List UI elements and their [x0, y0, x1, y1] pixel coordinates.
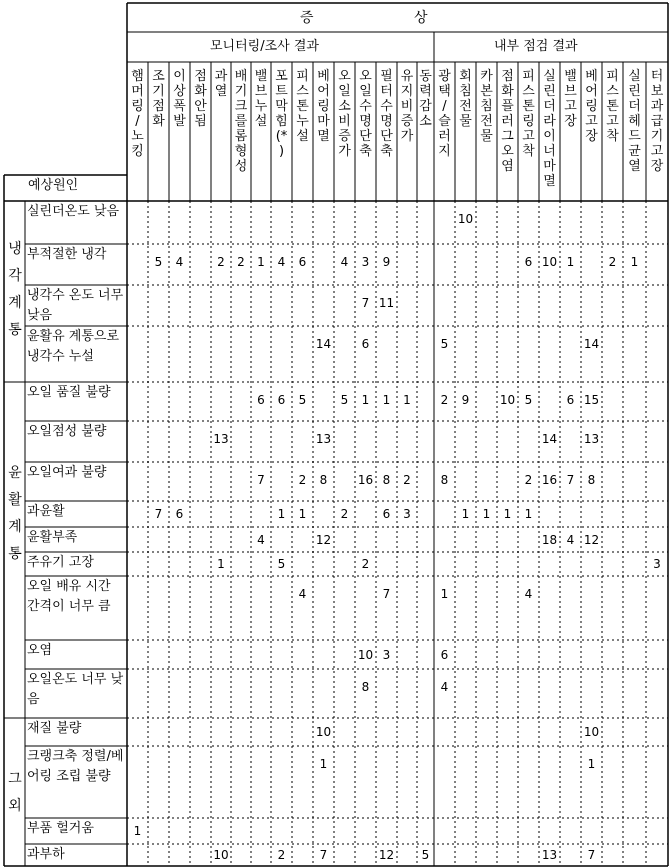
cell-value: 7 — [154, 507, 163, 521]
column-header: 피스톤링고착 — [522, 69, 535, 159]
cell-value: 5 — [421, 848, 430, 862]
cell-value: 7 — [319, 848, 328, 862]
column-header: 실린더라이너마멸 — [543, 69, 556, 189]
cause-label: 오일점성 불량 — [27, 424, 107, 439]
cell-value: 13 — [315, 432, 332, 446]
cell-value: 3 — [382, 647, 391, 662]
cell-value: 14 — [541, 432, 558, 446]
column-header: 과열 — [214, 69, 228, 99]
cell-value: 1 — [461, 507, 470, 521]
cell-value: 10 — [457, 212, 474, 226]
cell-value: 4 — [566, 532, 575, 547]
cell-value: 1 — [361, 393, 370, 407]
cell-value: 4 — [340, 255, 349, 269]
cell-value: 1 — [257, 255, 265, 269]
cell-value: 4 — [524, 587, 533, 601]
column-header: 피스톤누설 — [296, 69, 309, 144]
cause-label: 과부하 — [27, 847, 65, 862]
category-label: 윤활계통 — [8, 465, 22, 562]
cell-value: 8 — [587, 473, 596, 487]
cell-value: 7 — [566, 473, 575, 487]
cause-label: 재질 불량 — [27, 721, 82, 736]
cell-value: 2 — [340, 507, 349, 521]
cell-value: 5 — [298, 393, 307, 407]
cell-value: 6 — [277, 393, 286, 407]
cell-value: 4 — [440, 680, 449, 694]
column-header: 회침전물 — [459, 69, 472, 129]
column-header: 카본침전물 — [480, 69, 493, 144]
cell-value: 7 — [382, 587, 391, 601]
cause-label: 크랭크축 정렬/베어링 조립 불량 — [27, 749, 124, 784]
cell-value: 7 — [361, 296, 370, 310]
cell-value: 1 — [319, 757, 328, 771]
cell-value: 1 — [217, 557, 225, 571]
cell-value: 13 — [541, 848, 558, 862]
cell-value: 2 — [608, 255, 617, 269]
column-header: 오일수명단축 — [359, 69, 372, 159]
cell-value: 10 — [213, 848, 229, 862]
cell-value: 1 — [503, 507, 512, 521]
cell-value: 2 — [524, 473, 533, 487]
cell-value: 6 — [298, 255, 307, 269]
cell-value: 9 — [461, 393, 470, 407]
column-header: 베어링고장 — [585, 69, 598, 144]
cell-value: 10 — [315, 725, 332, 739]
cell-value: 5 — [154, 255, 163, 269]
cell-value: 2 — [403, 473, 411, 487]
column-header: 포트막힘(*) — [275, 69, 288, 159]
column-header: 피스톤고착 — [606, 69, 619, 144]
cell-value: 3 — [403, 507, 411, 521]
cause-label: 오일 배유 시간 간격이 너무 큼 — [27, 579, 111, 614]
cell-value: 2 — [237, 255, 245, 269]
cell-value: 7 — [257, 473, 265, 487]
cell-value: 6 — [175, 507, 184, 521]
cell-value: 5 — [340, 393, 349, 407]
symptom-title: 증 상 — [300, 10, 431, 26]
cell-value: 6 — [524, 255, 533, 269]
cell-value: 9 — [382, 255, 391, 269]
cell-value: 12 — [583, 532, 600, 547]
cell-value: 8 — [440, 473, 449, 487]
column-header: 오일소비증가 — [338, 69, 351, 159]
cell-value: 13 — [213, 432, 229, 446]
cause-label: 윤활유 계통으로 냉각수 누설 — [27, 329, 120, 364]
column-header: 햄머링/노킹 — [131, 69, 144, 159]
cell-value: 16 — [541, 473, 558, 487]
cell-value: 10 — [583, 725, 600, 739]
column-header: 점화안됨 — [194, 69, 207, 129]
column-header: 필터수명단축 — [380, 69, 393, 159]
cell-value: 4 — [257, 532, 265, 547]
cell-value: 8 — [361, 680, 370, 694]
column-header: 점화플러그오염 — [501, 69, 514, 174]
cause-label: 오염 — [27, 643, 53, 658]
cell-value: 6 — [361, 337, 370, 351]
cell-value: 7 — [587, 848, 596, 862]
cell-value: 5 — [524, 393, 533, 407]
cell-value: 1 — [630, 255, 639, 269]
cell-value: 1 — [382, 393, 391, 407]
column-header: 광택/슬러지 — [438, 69, 451, 159]
group-monitoring-label: 모니터링/조사 결과 — [210, 39, 319, 54]
cell-value: 1 — [298, 507, 307, 521]
column-header: 배기크를롬형성 — [234, 69, 248, 174]
cause-label: 오일 품질 불량 — [27, 385, 111, 400]
cause-label: 부품 헐거움 — [27, 821, 94, 836]
category-label: 냉각계통 — [8, 241, 22, 338]
column-header: 조기점화 — [152, 69, 165, 129]
cell-value: 13 — [583, 432, 600, 446]
cause-label: 주유기 고장 — [27, 555, 94, 570]
cell-value: 6 — [382, 507, 391, 521]
cell-value: 2 — [298, 473, 307, 487]
cell-value: 5 — [440, 337, 449, 351]
cell-value: 2 — [277, 848, 286, 862]
cell-value: 2 — [440, 393, 449, 407]
cell-value: 4 — [175, 255, 184, 269]
group-inspection-label: 내부 점검 결과 — [494, 39, 578, 54]
cause-label: 과윤활 — [27, 504, 65, 519]
cause-label: 부적절한 냉각 — [27, 247, 107, 262]
cause-label: 실린더온도 낮음 — [27, 204, 120, 219]
cause-label: 냉각수 온도 너무 낮음 — [27, 288, 124, 323]
cell-value: 3 — [653, 557, 661, 571]
column-header: 동력감소 — [419, 69, 432, 129]
cell-value: 4 — [298, 587, 307, 601]
cell-value: 10 — [499, 393, 516, 407]
cell-value: 1 — [587, 757, 596, 771]
cause-label: 윤활부족 — [27, 530, 78, 545]
cell-value: 1 — [566, 255, 575, 269]
cell-value: 5 — [277, 557, 286, 571]
cell-value: 12 — [315, 532, 332, 547]
cell-value: 2 — [217, 255, 225, 269]
cell-value: 11 — [378, 296, 395, 310]
cell-value: 16 — [357, 473, 374, 487]
cell-value: 12 — [378, 848, 395, 862]
cell-value: 10 — [541, 255, 558, 269]
cell-value: 2 — [361, 557, 370, 571]
category-label: 그외 — [8, 771, 22, 814]
cell-value: 8 — [382, 473, 391, 487]
cell-value: 6 — [566, 393, 575, 407]
cell-value: 14 — [583, 337, 600, 351]
cell-value: 18 — [541, 532, 558, 547]
cell-value: 1 — [482, 507, 491, 521]
cell-value: 3 — [361, 255, 370, 269]
cell-value: 6 — [257, 393, 265, 407]
cell-value: 10 — [357, 647, 374, 662]
column-header: 밸브누설 — [254, 69, 268, 129]
cause-label: 오일온도 너무 낮음 — [27, 672, 124, 707]
cell-value: 4 — [277, 255, 286, 269]
cause-label: 오일여과 불량 — [27, 465, 107, 480]
column-header: 베어링마멸 — [317, 69, 330, 144]
cell-value: 8 — [319, 473, 328, 487]
cell-value: 1 — [440, 587, 449, 601]
cell-value: 1 — [403, 393, 411, 407]
cell-value: 1 — [277, 507, 286, 521]
column-header: 실린더헤드균열 — [628, 69, 641, 174]
cell-value: 1 — [133, 824, 142, 838]
cell-value: 15 — [583, 393, 600, 407]
corner-label: 예상원인 — [28, 178, 79, 193]
column-header: 밸브고장 — [564, 69, 577, 129]
column-header: 이상폭발 — [173, 69, 186, 129]
cell-value: 14 — [315, 337, 332, 351]
cell-value: 1 — [524, 507, 533, 521]
column-header: 유지비증가 — [400, 69, 414, 144]
column-header: 터보과급기고장 — [650, 69, 664, 174]
cell-value: 6 — [440, 647, 449, 662]
